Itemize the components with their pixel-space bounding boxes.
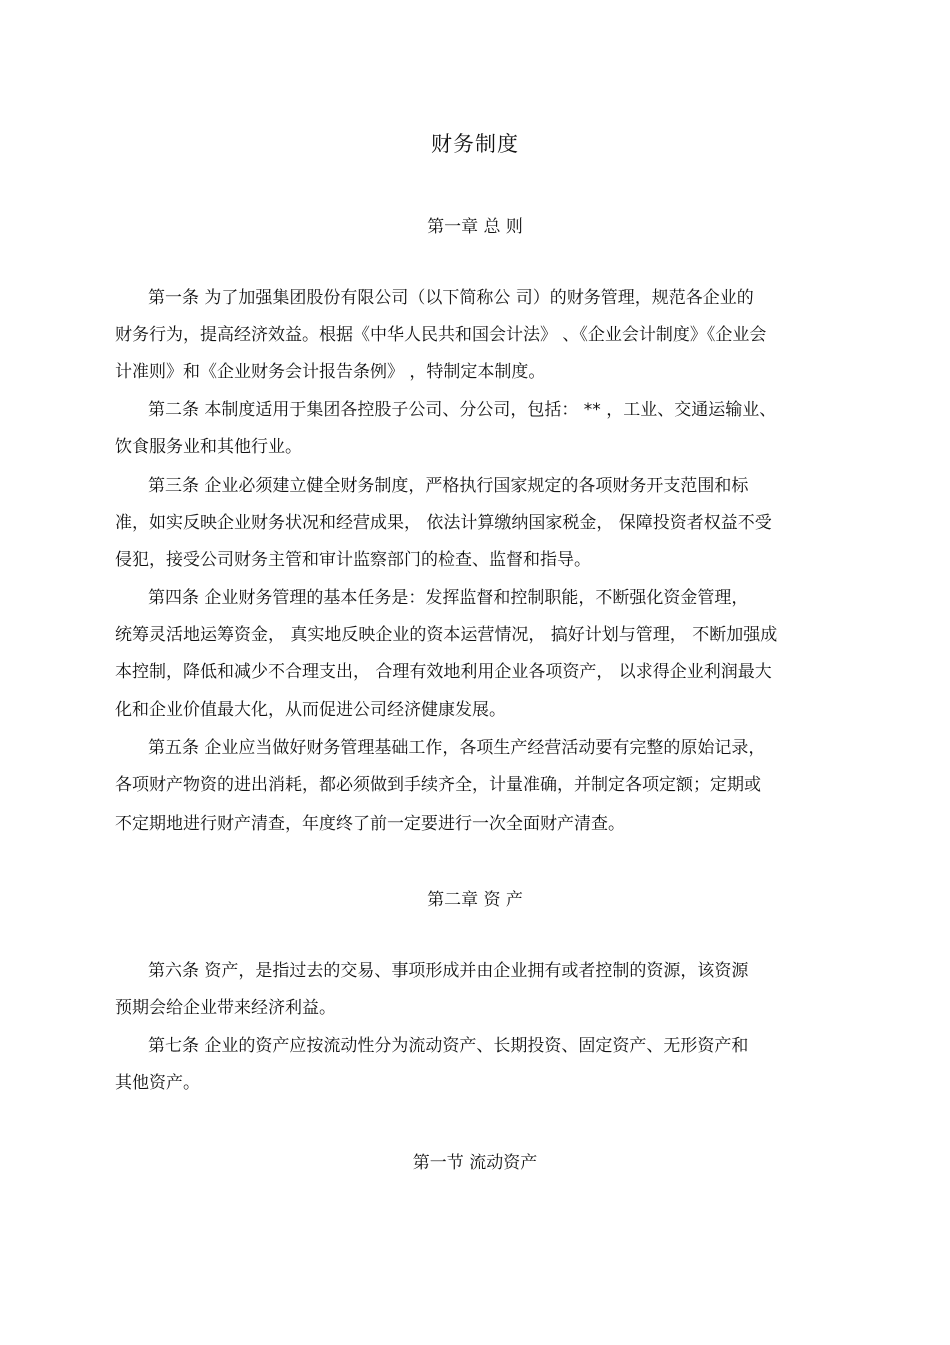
document-title: 财务制度 [431, 132, 519, 156]
article-3-line-3: 侵犯，接受公司财务主管和审计监察部门的检查、监督和指导。 [115, 550, 591, 570]
article-5-line-2: 各项财产物资的进出消耗，都必须做到手续齐全，计量准确，并制定各项定额；定期或 [115, 775, 761, 795]
article-5-line-1: 第五条 企业应当做好财务管理基础工作，各项生产经营活动要有完整的原始记录， [148, 738, 766, 758]
article-1-line-2: 财务行为，提高经济效益。根据《中华人民共和国会计法》 、《企业会计制度》《企业会 [115, 325, 767, 345]
chapter-1-heading: 第一章 总 则 [427, 217, 523, 237]
section-1-heading: 第一节 流动资产 [412, 1153, 538, 1173]
article-3-line-2: 准，如实反映企业财务状况和经营成果， 依法计算缴纳国家税金， 保障投资者权益不受 [115, 513, 772, 533]
article-6-line-2: 预期会给企业带来经济利益。 [115, 998, 336, 1018]
article-4-line-2: 统筹灵活地运筹资金， 真实地反映企业的资本运营情况， 搞好计划与管理， 不断加强成 [115, 625, 778, 645]
article-4-line-4: 化和企业价值最大化，从而促进公司经济健康发展。 [115, 700, 506, 720]
article-2-line-1: 第二条 本制度适用于集团各控股子公司、分公司，包括： ** ，工业、交通运输业、 [148, 400, 777, 420]
article-5-line-3: 不定期地进行财产清查，年度终了前一定要进行一次全面财产清查。 [115, 814, 625, 834]
article-7-line-2: 其他资产。 [115, 1073, 200, 1093]
chapter-2-heading: 第二章 资 产 [427, 890, 523, 910]
article-7-line-1: 第七条 企业的资产应按流动性分为流动资产、长期投资、固定资产、无形资产和 [148, 1036, 749, 1056]
article-1-line-1: 第一条 为了加强集团股份有限公司（以下简称公 司）的财务管理，规范各企业的 [148, 288, 754, 308]
article-4-line-1: 第四条 企业财务管理的基本任务是：发挥监督和控制职能，不断强化资金管理， [148, 588, 749, 608]
article-1-line-3: 计准则》和《企业财务会计报告条例》 ，特制定本制度。 [115, 362, 546, 382]
article-6-line-1: 第六条 资产，是指过去的交易、事项形成并由企业拥有或者控制的资源，该资源 [148, 961, 749, 981]
article-4-line-3: 本控制，降低和减少不合理支出， 合理有效地利用企业各项资产， 以求得企业利润最大 [115, 662, 772, 682]
article-2-line-2: 饮食服务业和其他行业。 [115, 437, 302, 457]
article-3-line-1: 第三条 企业必须建立健全财务制度，严格执行国家规定的各项财务开支范围和标 [148, 476, 749, 496]
